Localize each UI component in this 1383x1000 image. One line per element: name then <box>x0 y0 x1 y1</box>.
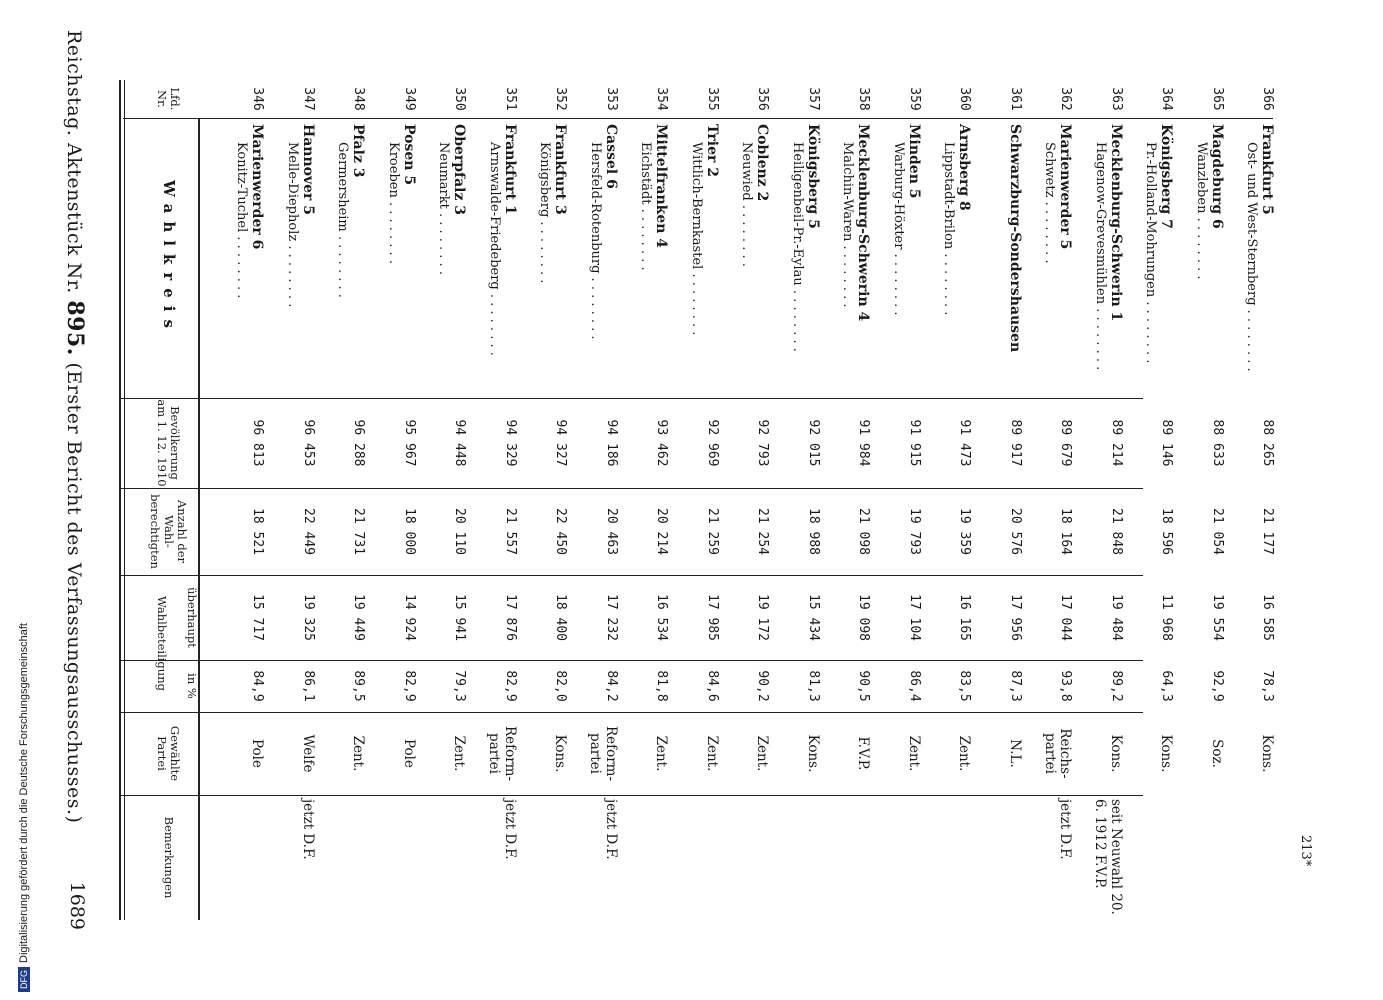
sheet-signature: 213* <box>1298 835 1313 867</box>
wahlbeteiligung-value: 15 941 <box>452 594 468 641</box>
col-header-lfd: Lfd. Nr. <box>155 87 183 111</box>
gewaehlte-partei: Reichs-partei <box>1041 728 1074 779</box>
row-number: 349 <box>402 87 417 111</box>
wahlberechtigte-value: 21 054 <box>1210 508 1225 555</box>
gewaehlte-partei: Zent. <box>956 735 973 772</box>
column-rule-3 <box>121 575 1143 576</box>
wahlkreis-sub: Königsberg . . . . . . . . <box>537 142 553 284</box>
wahlkreis-name: Trier 2 <box>704 124 720 177</box>
col-header-wahlkreis: Wahlkreis <box>159 180 178 336</box>
wahlkreis-name: Königsberg 5 <box>805 124 821 229</box>
wahlkreis-sub: Wittlich-Bernkastel . . . . . . . . <box>689 142 704 336</box>
wahlkreis-cell <box>1043 124 1074 394</box>
wahlberechtigte-value: 18 988 <box>806 508 821 555</box>
gewaehlte-partei: F.V.P. <box>855 736 872 771</box>
wahlbeteiligung-value: 15 434 <box>806 594 821 641</box>
wahlkreis-cell <box>1007 124 1023 394</box>
wahlbeteiligung-prozent: 84,9 <box>250 670 266 702</box>
column-rule-5 <box>121 712 1143 713</box>
bevoelkerung-value: 91 473 <box>957 419 973 467</box>
wahlberechtigte-value: 21 848 <box>1109 508 1124 555</box>
wahlkreis-name: Arnsberg 8 <box>956 124 973 211</box>
row-number: 357 <box>806 87 821 111</box>
wahlbeteiligung-value: 19 554 <box>1210 594 1225 641</box>
wahlberechtigte-value: 21 731 <box>351 508 367 555</box>
bevoelkerung-value: 96 453 <box>301 419 316 467</box>
wahlbeteiligung-value: 19 325 <box>301 594 316 641</box>
column-rule-0 <box>123 118 1273 119</box>
wahlkreis-name: Schwarzburg-Sondershausen <box>1007 124 1023 353</box>
header-title <box>62 30 88 823</box>
column-rule-2 <box>121 488 1143 489</box>
wahlkreis-sub: Eichstädt . . . . . . . . <box>638 142 654 271</box>
column-rule-6 <box>121 795 1143 796</box>
wahlbeteiligung-value: 16 165 <box>957 594 973 641</box>
row-number: 364 <box>1159 87 1175 111</box>
col-header-wahlbeteiligung: Wahlbeteiligung <box>155 596 169 691</box>
bevoelkerung-value: 89 146 <box>1159 419 1175 467</box>
wahlbeteiligung-prozent: 84,2 <box>604 670 619 702</box>
col-header-ueberhaupt: überhaupt <box>185 587 199 648</box>
gewaehlte-partei: Pole <box>249 739 266 768</box>
wahlkreis-name: Hannover 5 <box>300 124 316 216</box>
gewaehlte-partei: Welfe <box>300 734 316 773</box>
wahlberechtigte-value: 20 463 <box>604 508 619 555</box>
wahlbeteiligung-prozent: 89,2 <box>1109 670 1124 702</box>
wahlkreis-cell <box>386 124 417 394</box>
wahlbeteiligung-prozent: 86,1 <box>301 670 316 702</box>
bevoelkerung-value: 95 967 <box>402 419 417 467</box>
gewaehlte-partei: Pole <box>401 739 417 768</box>
bevoelkerung-value: 92 969 <box>705 419 720 467</box>
wahlberechtigte-value: 20 576 <box>1008 508 1023 555</box>
wahlbeteiligung-value: 18 400 <box>553 594 569 641</box>
row-number: 360 <box>957 87 973 111</box>
wahlkreis-name: Frankfurt 3 <box>552 124 569 215</box>
wahlberechtigte-value: 21 254 <box>755 508 771 555</box>
wahlbeteiligung-prozent: 92,9 <box>1210 670 1225 702</box>
wahlbeteiligung-value: 17 044 <box>1058 594 1074 641</box>
wahlkreis-name: Mecklenburg-Schwerin 1 <box>1108 124 1124 322</box>
wahlkreis-cell <box>1093 124 1124 394</box>
bemerkung: jetzt D.F. <box>502 799 518 860</box>
wahlkreis-sub: Wanzleben . . . . . . . . <box>1194 142 1209 280</box>
wahlbeteiligung-prozent: 90,5 <box>856 670 872 702</box>
header-title-number: 895. <box>62 300 88 356</box>
col-header-bevoelkerung: Bevölkerung am 1. 12. 1910 <box>155 399 183 487</box>
wahlberechtigte-value: 20 214 <box>654 508 670 555</box>
wahlbeteiligung-prozent: 83,5 <box>957 670 973 702</box>
wahlkreis-sub: Malchin-Waren . . . . . . . . <box>840 142 856 308</box>
gewaehlte-partei: N.L. <box>1007 739 1023 768</box>
wahlkreis-name: Marienwerder 6 <box>249 124 266 250</box>
wahlkreis-sub: Heiligenbeil-Pr.-Eylau . . . . . . . . <box>790 142 805 352</box>
wahlkreis-sub: Neuwied . . . . . . . . <box>739 142 755 267</box>
wahlkreis-cell <box>336 124 367 394</box>
wahlberechtigte-value: 21 177 <box>1260 508 1276 555</box>
wahlberechtigte-value: 20 110 <box>452 508 468 555</box>
wahlkreis-cell <box>588 124 619 394</box>
wahlkreis-name: Königsberg 7 <box>1158 124 1175 229</box>
bevoelkerung-value: 94 329 <box>503 419 518 467</box>
wahlkreis-sub: Lippstadt-Brilon . . . . . . . . <box>941 142 957 316</box>
wahlberechtigte-value: 19 793 <box>907 508 922 555</box>
wahlkreis-cell <box>1144 124 1175 394</box>
wahlbeteiligung-value: 15 717 <box>250 594 266 641</box>
row-number: 359 <box>907 87 922 111</box>
wahlbeteiligung-value: 16 585 <box>1260 594 1276 641</box>
wahlkreis-name: Posen 5 <box>401 124 417 186</box>
page-header <box>48 0 88 1000</box>
wahlkreis-cell <box>790 124 821 394</box>
bevoelkerung-value: 96 813 <box>250 419 266 467</box>
row-number: 365 <box>1210 87 1225 111</box>
wahlkreis-name: Cassel 6 <box>603 124 619 189</box>
wahlbeteiligung-value: 11 968 <box>1159 594 1175 641</box>
wahlkreis-sub: Arnswalde-Friedeberg . . . . . . . . <box>487 142 502 356</box>
column-rule-4 <box>121 660 1143 661</box>
wahlkreis-sub: Germersheim . . . . . . . . <box>335 142 351 298</box>
row-number: 353 <box>604 87 619 111</box>
wahlberechtigte-value: 21 557 <box>503 508 518 555</box>
wahlkreis-sub: Pr.-Holland-Mohrungen . . . . . . . . <box>1143 142 1159 364</box>
wahlkreis-name: Minden 5 <box>906 124 922 199</box>
col-header-wahlberechtigte: Anzahl der Wahl-berechtigten <box>148 494 189 569</box>
gewaehlte-partei: Kons. <box>1108 734 1124 773</box>
wahlbeteiligung-prozent: 64,3 <box>1159 670 1175 702</box>
wahlbeteiligung-prozent: 81,8 <box>654 670 670 702</box>
wahlkreis-cell <box>487 124 518 394</box>
wahlbeteiligung-value: 19 098 <box>856 594 872 641</box>
row-number: 358 <box>856 87 872 111</box>
bevoelkerung-value: 96 288 <box>351 419 367 467</box>
row-number: 352 <box>553 87 569 111</box>
gewaehlte-partei: Zent. <box>906 735 922 772</box>
bemerkung: jetzt D.F. <box>603 799 619 860</box>
wahlbeteiligung-prozent: 90,2 <box>755 670 771 702</box>
wahlberechtigte-value: 22 450 <box>553 508 569 555</box>
wahlbeteiligung-prozent: 82,9 <box>503 670 518 702</box>
wahlbeteiligung-prozent: 87,3 <box>1008 670 1023 702</box>
gewaehlte-partei: Reform-partei <box>587 725 619 782</box>
wahlbeteiligung-prozent: 81,3 <box>806 670 821 702</box>
wahlbeteiligung-prozent: 86,4 <box>907 670 922 702</box>
bevoelkerung-value: 89 214 <box>1109 419 1124 467</box>
wahlkreis-cell <box>538 124 569 394</box>
wahlkreis-cell <box>841 124 872 394</box>
row-number: 354 <box>654 87 670 111</box>
bevoelkerung-value: 91 915 <box>907 419 922 467</box>
wahlkreis-cell <box>437 124 468 394</box>
row-number: 355 <box>705 87 720 111</box>
wahlberechtigte-value: 18 596 <box>1159 508 1175 555</box>
gewaehlte-partei: Zent. <box>451 735 468 772</box>
digitization-note <box>18 623 30 992</box>
wahlkreis-sub: Konitz-Tuchel . . . . . . . . <box>234 142 250 299</box>
bemerkung: jetzt D.F. <box>300 799 316 860</box>
wahlkreis-name: Frankfurt 1 <box>502 124 518 215</box>
wahlberechtigte-value: 21 259 <box>705 508 720 555</box>
wahlkreis-name: Mecklenburg-Schwerin 4 <box>855 124 872 322</box>
wahlkreis-cell <box>639 124 670 394</box>
wahlkreis-cell <box>891 124 922 394</box>
wahlkreis-name: Coblenz 2 <box>754 124 771 202</box>
gewaehlte-partei: Kons. <box>805 734 821 773</box>
wahlkreis-name: Mittelfranken 4 <box>653 124 670 249</box>
bevoelkerung-value: 88 265 <box>1260 419 1276 467</box>
header-title-prefix: Reichstag. Aktenstück Nr. <box>63 30 85 294</box>
gewaehlte-partei: Zent. <box>754 735 771 772</box>
bemerkung: jetzt D.F. <box>1057 799 1074 860</box>
wahlkreis-sub: Warburg-Höxter . . . . . . . . <box>891 142 906 316</box>
gewaehlte-partei: Kons. <box>1158 734 1175 773</box>
bevoelkerung-value: 89 679 <box>1058 419 1074 467</box>
wahlbeteiligung-prozent: 78,3 <box>1260 670 1276 702</box>
bevoelkerung-value: 88 633 <box>1210 419 1225 467</box>
wahlkreis-sub: Melle-Diepholz . . . . . . . . <box>285 142 300 308</box>
wahlbeteiligung-value: 17 876 <box>503 594 518 641</box>
wahlbeteiligung-prozent: 82,0 <box>553 670 569 702</box>
col-header-in-prozent: in % <box>185 673 199 699</box>
wahlberechtigte-value: 18 521 <box>250 508 266 555</box>
wahlkreis-cell <box>1194 124 1225 394</box>
bevoelkerung-value: 92 015 <box>806 419 821 467</box>
wahlkreis-cell <box>235 124 266 394</box>
bemerkung: seit Neuwahl 20. 6. 1912 F.V.P. <box>1092 799 1124 915</box>
bevoelkerung-value: 94 448 <box>452 419 468 467</box>
row-number: 366 <box>1260 87 1276 111</box>
column-rule-1 <box>121 398 1143 399</box>
gewaehlte-partei: Zent. <box>704 735 720 772</box>
wahlkreis-cell <box>942 124 973 394</box>
col-header-bemerkungen: Bemerkungen <box>161 816 176 899</box>
wahlbeteiligung-value: 17 232 <box>604 594 619 641</box>
col-header-partei: Gewählte Partei <box>155 725 183 782</box>
gewaehlte-partei: Kons. <box>1259 734 1276 773</box>
bevoelkerung-value: 92 793 <box>755 419 771 467</box>
table-top-rule <box>119 80 121 920</box>
wahlkreis-sub: Neumarkt . . . . . . . . <box>436 142 452 275</box>
wahlberechtigte-value: 21 098 <box>856 508 872 555</box>
bevoelkerung-value: 89 917 <box>1008 419 1023 467</box>
wahlkreis-cell <box>740 124 771 394</box>
wahlberechtigte-value: 18 164 <box>1058 508 1074 555</box>
wahlkreis-sub: Ost- und West-Sternberg . . . . . . . . <box>1244 142 1260 372</box>
wahlbeteiligung-value: 19 449 <box>351 594 367 641</box>
wahlbeteiligung-value: 16 534 <box>654 594 670 641</box>
wahlbeteiligung-prozent: 89,5 <box>351 670 367 702</box>
wahlbeteiligung-value: 14 924 <box>402 594 417 641</box>
wahlberechtigte-value: 18 000 <box>402 508 417 555</box>
row-number: 346 <box>250 87 266 111</box>
gewaehlte-partei: Reform-partei <box>486 725 518 782</box>
wahlkreis-cell <box>689 124 720 394</box>
table-top-rule-thin <box>124 80 125 920</box>
row-number: 351 <box>503 87 518 111</box>
gewaehlte-partei: Soz. <box>1209 739 1225 768</box>
wahlkreis-name: Frankfurt 5 <box>1259 124 1276 215</box>
wahlbeteiligung-prozent: 79,3 <box>452 670 468 702</box>
wahlkreis-sub: Hagenow-Grevesmühlen . . . . . . . . <box>1093 142 1108 371</box>
row-number: 348 <box>351 87 367 111</box>
wahlkreis-name: Marienwerder 5 <box>1057 124 1074 250</box>
wahlbeteiligung-prozent: 82,9 <box>402 670 417 702</box>
header-title-suffix: (Erster Bericht des Verfassungsausschusses.) <box>63 362 85 824</box>
wahlbeteiligung-value: 19 172 <box>755 594 771 641</box>
row-number: 350 <box>452 87 468 111</box>
wahlkreis-name: Magdeburg 6 <box>1209 124 1225 229</box>
wahlkreis-name: Pfalz 3 <box>350 124 367 178</box>
dfg-logo: DFG <box>18 967 30 992</box>
wahlbeteiligung-value: 19 484 <box>1109 594 1124 641</box>
wahlberechtigte-value: 22 449 <box>301 508 316 555</box>
gewaehlte-partei: Zent. <box>350 735 367 772</box>
wahlkreis-cell <box>1245 124 1276 394</box>
row-number: 347 <box>301 87 316 111</box>
wahlkreis-cell <box>285 124 316 394</box>
wahlberechtigte-value: 19 359 <box>957 508 973 555</box>
wahlbeteiligung-value: 17 104 <box>907 594 922 641</box>
wahlbeteiligung-prozent: 93,8 <box>1058 670 1074 702</box>
wahlkreis-sub: Kroeben . . . . . . . . <box>386 142 401 264</box>
gewaehlte-partei: Zent. <box>653 735 670 772</box>
wahlkreis-name: Oberpfalz 3 <box>451 124 468 216</box>
wahlbeteiligung-value: 17 956 <box>1008 594 1023 641</box>
bevoelkerung-value: 93 462 <box>654 419 670 467</box>
bevoelkerung-value: 91 984 <box>856 419 872 467</box>
row-number: 363 <box>1109 87 1124 111</box>
bevoelkerung-value: 94 327 <box>553 419 569 467</box>
row-number: 362 <box>1058 87 1074 111</box>
bevoelkerung-value: 94 186 <box>604 419 619 467</box>
wahlkreis-sub: Schwetz . . . . . . . . <box>1042 142 1058 264</box>
digitization-text: Digitalisierung gefördert durch die Deutsche Forschungsgemeinschaft <box>18 623 30 963</box>
row-number: 356 <box>755 87 771 111</box>
wahlkreis-sub: Hersfeld-Rotenburg . . . . . . . . <box>588 142 603 340</box>
wahlbeteiligung-prozent: 84,6 <box>705 670 720 702</box>
wahlbeteiligung-value: 17 985 <box>705 594 720 641</box>
row-number: 361 <box>1008 87 1023 111</box>
gewaehlte-partei: Kons. <box>552 734 569 773</box>
page-number: 1689 <box>66 881 88 930</box>
